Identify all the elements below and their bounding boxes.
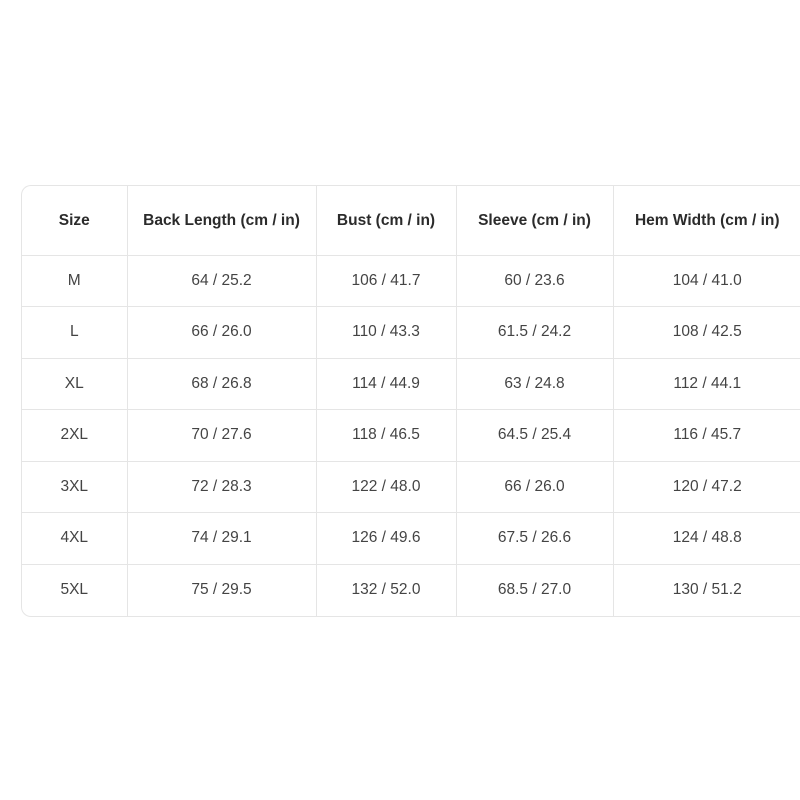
table-row	[22, 255, 800, 307]
cell-back-length: 70 / 27.6	[127, 410, 316, 462]
cell-back-length: 74 / 29.1	[127, 513, 316, 565]
cell-hem-width: 104 / 41.0	[613, 255, 800, 307]
cell-bust: 110 / 43.3	[316, 307, 456, 359]
table-row	[22, 307, 800, 359]
cell-size: 2XL	[22, 410, 127, 462]
table-row	[22, 410, 800, 462]
cell-hem-width: 120 / 47.2	[613, 461, 800, 513]
header-bust: Bust (cm / in)	[316, 186, 456, 255]
cell-sleeve: 68.5 / 27.0	[456, 564, 613, 616]
cell-size: 3XL	[22, 461, 127, 513]
header-sleeve: Sleeve (cm / in)	[456, 186, 613, 255]
cell-hem-width: 112 / 44.1	[613, 358, 800, 410]
cell-hem-width: 124 / 48.8	[613, 513, 800, 565]
cell-sleeve: 60 / 23.6	[456, 255, 613, 307]
header-size: Size	[22, 186, 127, 255]
cell-bust: 122 / 48.0	[316, 461, 456, 513]
cell-bust: 106 / 41.7	[316, 255, 456, 307]
cell-sleeve: 61.5 / 24.2	[456, 307, 613, 359]
table-row	[22, 513, 800, 565]
cell-hem-width: 116 / 45.7	[613, 410, 800, 462]
cell-bust: 132 / 52.0	[316, 564, 456, 616]
header-back-length: Back Length (cm / in)	[127, 186, 316, 255]
table-row	[22, 461, 800, 513]
cell-back-length: 64 / 25.2	[127, 255, 316, 307]
cell-sleeve: 64.5 / 25.4	[456, 410, 613, 462]
cell-size: XL	[22, 358, 127, 410]
table-row	[22, 358, 800, 410]
cell-sleeve: 66 / 26.0	[456, 461, 613, 513]
cell-size: L	[22, 307, 127, 359]
cell-back-length: 75 / 29.5	[127, 564, 316, 616]
cell-size: 4XL	[22, 513, 127, 565]
cell-size: 5XL	[22, 564, 127, 616]
cell-size: M	[22, 255, 127, 307]
table-body	[22, 255, 800, 616]
table-header	[22, 186, 800, 255]
header-row	[22, 186, 800, 255]
cell-sleeve: 67.5 / 26.6	[456, 513, 613, 565]
cell-back-length: 72 / 28.3	[127, 461, 316, 513]
cell-sleeve: 63 / 24.8	[456, 358, 613, 410]
cell-hem-width: 130 / 51.2	[672, 581, 742, 598]
size-chart-table	[22, 186, 800, 616]
cell-bust: 126 / 49.6	[316, 513, 456, 565]
table-row	[22, 564, 800, 616]
header-hem-width: Hem Width (cm / in)	[613, 186, 800, 255]
cell-bust: 118 / 46.5	[316, 410, 456, 462]
size-chart-container	[21, 185, 800, 617]
cell-back-length: 66 / 26.0	[127, 307, 316, 359]
cell-bust: 114 / 44.9	[316, 358, 456, 410]
cell-hem-width: 108 / 42.5	[613, 307, 800, 359]
cell-back-length: 68 / 26.8	[127, 358, 316, 410]
